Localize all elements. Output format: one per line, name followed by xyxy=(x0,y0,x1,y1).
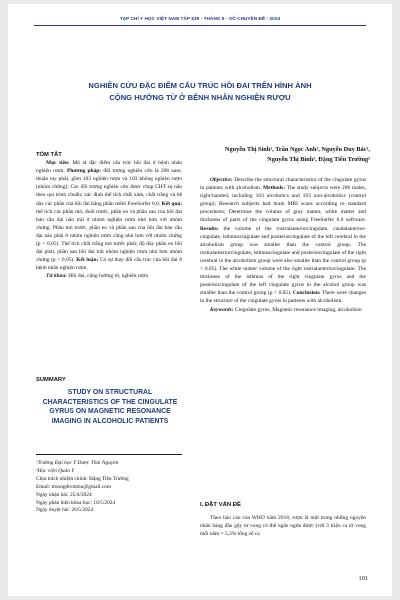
date-reviewed: Ngày phản biện khoa học: 10/5/2024 xyxy=(36,499,116,506)
page-number: 101 xyxy=(358,575,368,582)
vietnamese-abstract xyxy=(36,151,182,281)
english-title: STUDY ON STRUCTURAL CHARACTERISTICS OF THE CINGULATE GYRUS ON MAGNETIC RESONANCE IMAGING IN ALCOHOLIC PATIENTS xyxy=(42,389,178,425)
vn-abstract-body: Mục tiêu: Mô tả đặc điểm cấu trúc hồi đai ở bệnh nhân nghiện rượu. Phương pháp: đối tượng nghiên cứu là 206 nam, thuận tay phải, gồm 103 nghiện rượu và 103 không nghiện rượu (nhóm chứng); Các đối tượng nghiên cứu được chụp CHT sọ não theo qui trình chuẩn; xác định thể tích chất xám, chất trắng và bề dày các phần của hồi đai bằng phần mềm FreeSurfer 6.0. Kết quả: thể tích các phần mỏ, đuôi trước, phần eo và phần sau của hồi đai bán cầu đại não trái ở nhóm nghiện rượu nhỏ hơn với nhóm chứng. Phần mỏ trước, phần eo và phần sau của hồi đai bán cầu đại não phải ở nhóm nghiện rượu cũng nhỏ hơn với nhóm chứng (p < 0,05). Thể tích chất trắng mỏ trước phải; độ dày phần eo hồi đai phải, phần sau hồi đai trái nhóm nghiện rượu nhỏ hơn nhóm chứng (p < 0,05). Kết luận: Có sự thay đổi cấu trúc của hồi đai ở bệnh nhân nghiện rượu. xyxy=(36,160,183,272)
article-title xyxy=(38,80,362,103)
authors-line-1: Nguyễn Thị Sinh¹, Trần Ngọc Anh², Nguyễn Duy Bắc², xyxy=(224,146,370,153)
english-abstract xyxy=(200,176,366,314)
authors-line-2: Nguyễn Thị Bình¹, Đặng Tiến Trường² xyxy=(267,155,370,163)
intro-heading: I. ĐẶT VẤN ĐỀ xyxy=(200,502,241,508)
date-received: Ngày nhận bài: 25/4/2024 xyxy=(36,491,92,498)
footnotes xyxy=(36,460,186,515)
intro-paragraph: Theo báo cáo của WHO năm 2018, rượu là một trong những nguyên nhân hàng đầu gây tử vong cỏ thể ngăn ngừa được (với 3 triệu ca tử vong mỗi năm = 5,3% tổng số ca xyxy=(200,515,366,538)
tomtat-heading: TÓM TẮT xyxy=(36,152,62,158)
summary-heading: SUMMARY xyxy=(36,377,66,383)
en-abstract-body: Objective: Describe the structural characteristics of the cingulate gyrus in patients with alcoholism. Methods: The study subjects were 206 males, right-handed, including 103 alcoholics and 103 non-alcoholics (control group); Research subjects had brain MRI scans according to standard procedures; Determine the volume of gray matter, white matter and thickness of parts of the cingulate gyrus using FreeSurfer 6.0 software. Results: the volume of the rostralanteriorcingulate, caudalanterior-cingulate, isthmuscingulate and posteriorcingulate of the left cerebral in the alcoholism group was smaller than the control group. The rostralanteriorcingulate, isthmuscingulate and posteriorcingulate of the right cerebral in the alcoholism group were also smaller than the control group (p < 0.05). The white matter volume of the right rostralanteriorcingulate; The thickness of the isthmus of the right cingulate gyrus and the posteriorcingulate of the left cingulate gyrus in the alcohol group was smaller than the control group (p < 0.05). Conclusion: There were changes in the structure of the cingulate gyrus in patients with alcoholism. xyxy=(200,177,367,305)
footnote-rule xyxy=(36,454,182,455)
title-line-2: CỘNG HƯỞNG TỪ Ở BỆNH NHÂN NGHIỆN RƯỢU xyxy=(109,92,291,102)
intro-body xyxy=(200,514,366,538)
journal-page xyxy=(8,4,392,596)
affiliation-2: ²Học viện Quân Y xyxy=(36,467,75,474)
en-keywords: Keywords: Cingulate gyrus, Magnetic resonance imaging, alcoholism xyxy=(210,306,362,313)
corresponding-author: Chịu trách nhiệm chính: Đặng Tiến Trường xyxy=(36,475,129,482)
author-list xyxy=(158,145,370,164)
title-line-1: NGHIÊN CỨU ĐẶC ĐIỂM CẤU TRÚC HỒI ĐAI TRÊN HÌNH ẢNH xyxy=(88,81,312,90)
header-rule xyxy=(34,25,366,26)
affiliation-1: ¹Trường Đại học Y Dược Thái Nguyên xyxy=(36,460,119,466)
vn-keywords: Từ khóa: Hồi đai, cộng hưởng từ, nghiện rượu xyxy=(46,273,149,280)
author-email: Email: truongdtvmmu@gmail.com xyxy=(36,483,111,490)
running-head: TẠP CHÍ Y HỌC VIỆT NAM TẬP 539 - THÁNG 6 - SỐ CHUYÊN ĐỀ - 2024 xyxy=(119,16,281,21)
date-accepted: Ngày duyệt bài: 26/5/2024 xyxy=(36,507,94,514)
